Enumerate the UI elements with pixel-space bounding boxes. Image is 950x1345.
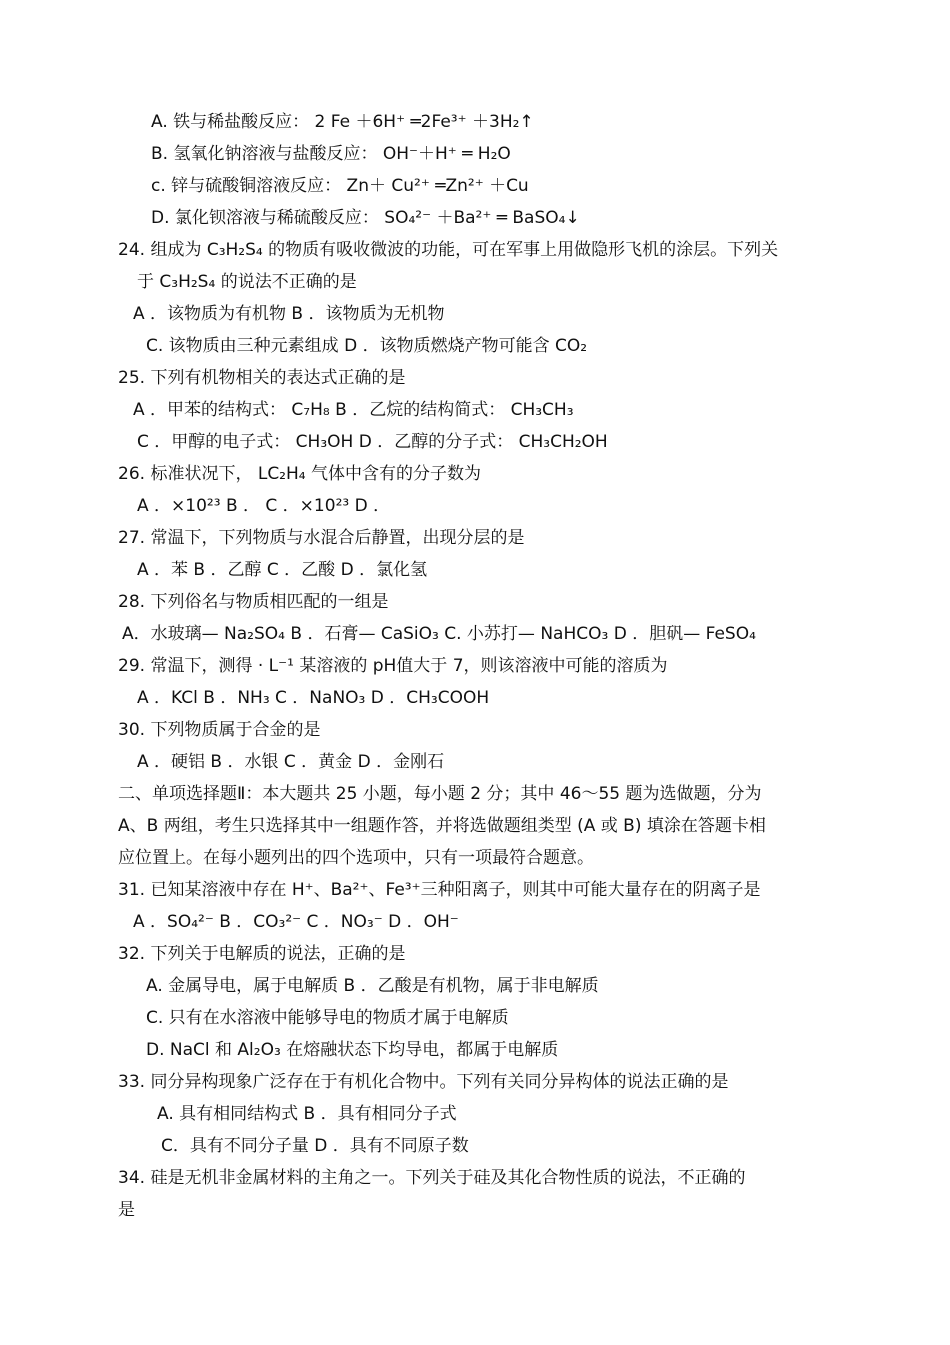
q24-stem-cont: 于 C₃H₂S₄ 的说法不正确的是	[137, 272, 357, 292]
q33-options-ab: A. 具有相同结构式 B ．具有相同分子式	[157, 1104, 457, 1124]
q24-options-cd: C. 该物质由三种元素组成 D ．该物质燃烧产物可能含 CO₂	[146, 336, 588, 356]
q27-stem: 27. 常温下，下列物质与水混合后静置，出现分层的是	[118, 528, 525, 548]
q23-option-c: c. 锌与硫酸铜溶液反应： Zn＋ Cu²⁺ ═Zn²⁺ ＋Cu	[151, 176, 529, 196]
q27-options: A ．苯 B ．乙醇 C ．乙酸 D ．氯化氢	[137, 560, 428, 580]
q24-options-ab: A ．该物质为有机物 B ．该物质为无机物	[133, 304, 445, 324]
q25-options-ab: A ．甲苯的结构式： C₇H₈ B ．乙烷的结构简式： CH₃CH₃	[133, 400, 574, 420]
q32-option-c: C. 只有在水溶液中能够导电的物质才属于电解质	[146, 1008, 509, 1028]
q30-stem: 30. 下列物质属于合金的是	[118, 720, 321, 740]
section-2-instructions: A、B 两组，考生只选择其中一组题作答，并将选做题组类型 (A 或 B) 填涂在答题卡相	[118, 816, 766, 836]
q23-option-d: D. 氯化钡溶液与稀硫酸反应： SO₄²⁻ ＋Ba²⁺ ═ BaSO₄↓	[151, 208, 580, 228]
q26-options: A ．×10²³ B ． C ．×10²³ D ．	[137, 496, 391, 516]
q34-stem-cont: 是	[118, 1200, 135, 1220]
q28-options: A．水玻璃— Na₂SO₄ B ．石膏— CaSiO₃ C. 小苏打— NaHCO₃ D ．胆矾— FeSO₄	[122, 624, 756, 644]
q24-stem: 24. 组成为 C₃H₂S₄ 的物质有吸收微波的功能，可在军事上用做隐形飞机的涂层。下列关	[118, 240, 779, 260]
q33-stem: 33. 同分异构现象广泛存在于有机化合物中。下列有关同分异构体的说法正确的是	[118, 1072, 729, 1092]
q32-stem: 32. 下列关于电解质的说法，正确的是	[118, 944, 406, 964]
q29-options: A ．KCl B ．NH₃ C ．NaNO₃ D ．CH₃COOH	[137, 688, 490, 708]
q29-stem: 29. 常温下，测得 · L⁻¹ 某溶液的 pH值大于 7，则该溶液中可能的溶质为	[118, 656, 668, 676]
q25-options-cd: C ．甲醇的电子式： CH₃OH D ．乙醇的分子式： CH₃CH₂OH	[137, 432, 608, 452]
q23-option-a: A. 铁与稀盐酸反应： 2 Fe ＋6H⁺ ═2Fe³⁺ ＋3H₂↑	[151, 112, 534, 132]
q32-option-d: D. NaCl 和 Al₂O₃ 在熔融状态下均导电，都属于电解质	[146, 1040, 559, 1060]
section-2-instructions-cont: 应位置上。在每小题列出的四个选项中，只有一项最符合题意。	[118, 848, 594, 868]
q33-options-cd: C．具有不同分子量 D ．具有不同原子数	[161, 1136, 469, 1156]
q25-stem: 25. 下列有机物相关的表达式正确的是	[118, 368, 406, 388]
q34-stem: 34. 硅是无机非金属材料的主角之一。下列关于硅及其化合物性质的说法，不正确的	[118, 1168, 746, 1188]
q31-stem: 31. 已知某溶液中存在 H⁺、Ba²⁺、Fe³⁺三种阳离子，则其中可能大量存在的阴离子是	[118, 880, 761, 900]
q28-stem: 28. 下列俗名与物质相匹配的一组是	[118, 592, 389, 612]
q32-options-ab: A. 金属导电，属于电解质 B ．乙酸是有机物，属于非电解质	[146, 976, 599, 996]
q31-options: A ．SO₄²⁻ B ．CO₃²⁻ C ．NO₃⁻ D ．OH⁻	[133, 912, 459, 932]
q30-options: A ．硬铝 B ．水银 C ．黄金 D ．金刚石	[137, 752, 445, 772]
q26-stem: 26. 标准状况下， LC₂H₄ 气体中含有的分子数为	[118, 464, 482, 484]
section-2-heading: 二、单项选择题Ⅱ：本大题共 25 小题，每小题 2 分；其中 46～55 题为选做题，分为	[118, 784, 762, 804]
q23-option-b: B. 氢氧化钠溶液与盐酸反应： OH⁻＋H⁺ ═ H₂O	[151, 144, 511, 164]
